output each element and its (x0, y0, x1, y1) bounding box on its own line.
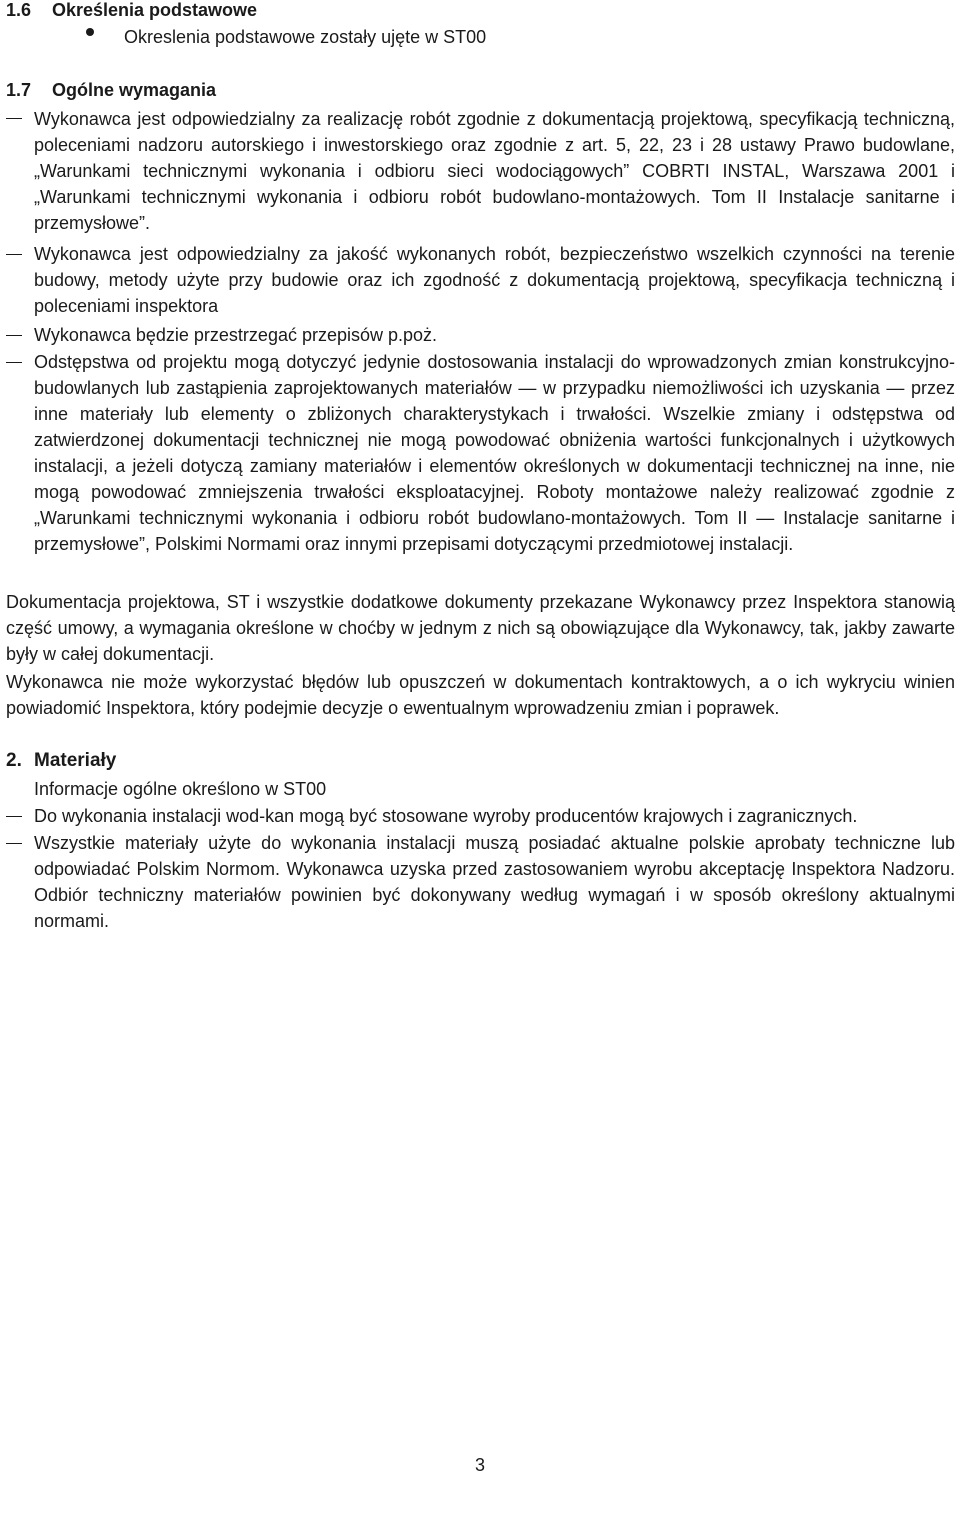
section-title: Materiały (34, 750, 117, 771)
section-number: 1.6 (6, 0, 32, 20)
requirement-item: Odstępstwa od projektu mogą dotyczyć jedynie dostosowania instalacji do wprowadzonych zmian konstrukcyjno-budowlanych lub zastąpienia zaprojektowanych materiałów — w przypadku niemożliwości ich uzyskania — przez inne materiały lub elementy o zbliżonych charakterystykach i trwałości. Wszelkie zmiany i odstępstwa od zatwierdzonej dokumentacji technicznej nie mogą powodować obniżenia wartości funkcjonalnych i użytkowych instalacji, a jeżeli dotyczą zamiany materiałów i elementów określonych w dokumentacji technicznej na inne, nie mogą powodować zmniejszenia trwałości eksploatacyjnej. Roboty montażowe należy realizować zgodnie z „Warunkami technicznymi wykonania i odbioru robót budowlano-montażowych. Tom II — Instalacje sanitarne i przemysłowe”, Polskimi Normami oraz innymi przepisami dotyczącymi przedmiotowej instalacji. (34, 352, 955, 554)
section-title: Określenia podstawowe (52, 0, 258, 20)
bullet-icon (86, 28, 94, 36)
dash-icon (6, 335, 22, 336)
section-number: 1.7 (6, 80, 32, 100)
section-intro: Informacje ogólne określono w ST00 (34, 779, 327, 799)
requirement-item: Wykonawca jest odpowiedzialny za realizację robót zgodnie z dokumentacją projektową, specyfikacją techniczną, poleceniami nadzoru autorskiego i inwestorskiego oraz zgodnie z art. 5, 22, 23 i 28 ustawy Prawo budowlane, „Warunkami technicznymi wykonania i odbioru sieci wodociągowych” COBRTI INSTAL, Warszawa 2001 i „Warunkami technicznymi wykonania i odbioru robót budowlano-montażowych. Tom II Instalacje sanitarne i przemysłowe”. (34, 109, 955, 233)
bullet-item: Okreslenia podstawowe zostały ujęte w ST00 (124, 27, 487, 47)
material-item: Wszystkie materiały użyte do wykonania instalacji muszą posiadać aktualne polskie aprobaty techniczne lub odpowiadać Polskim Normom. Wykonawca uzyska przed zastosowaniem wyrobu akceptację Inspektora Nadzoru. Odbiór techniczny materiałów powinien być dokonywany według wymagań i w sposób określony aktualnymi normami. (34, 833, 955, 931)
dash-icon (6, 816, 22, 817)
section-number: 2. (6, 750, 22, 771)
section-1-6-heading (6, 0, 257, 22)
paragraph: Dokumentacja projektowa, ST i wszystkie dodatkowe dokumenty przekazane Wykonawcy przez Inspektora stanowią część umowy, a wymagania określone w choćby w jednym z nich są obowiązujące dla Wykonawcy, tak, jakby zawarte były w całej dokumentacji. (6, 592, 955, 664)
section-title: Ogólne wymagania (52, 80, 217, 100)
dash-icon (6, 254, 22, 255)
page-number: 3 (474, 1455, 485, 1475)
material-item: Do wykonania instalacji wod-kan mogą być stosowane wyroby producentów krajowych i zagranicznych. (34, 806, 858, 826)
paragraph: Wykonawca nie może wykorzystać błędów lub opuszczeń w dokumentach kontraktowych, a o ich wykryciu winien powiadomić Inspektora, który podejmie decyzje o ewentualnym wprowadzeniu zmian i poprawek. (6, 672, 955, 718)
dash-icon (6, 362, 22, 363)
dash-icon (6, 118, 22, 119)
section-1-7-heading (6, 78, 216, 102)
requirement-item: Wykonawca jest odpowiedzialny za jakość wykonanych robót, bezpieczeństwo wszelkich czynności na terenie budowy, metody użyte przy budowie oraz ich zgodność z dokumentacją projektową, specyfikacja techniczną i poleceniami inspektora (34, 244, 955, 316)
dash-icon (6, 843, 22, 844)
section-2-heading (6, 749, 116, 773)
requirement-item: Wykonawca będzie przestrzegać przepisów p.poż. (34, 325, 438, 345)
